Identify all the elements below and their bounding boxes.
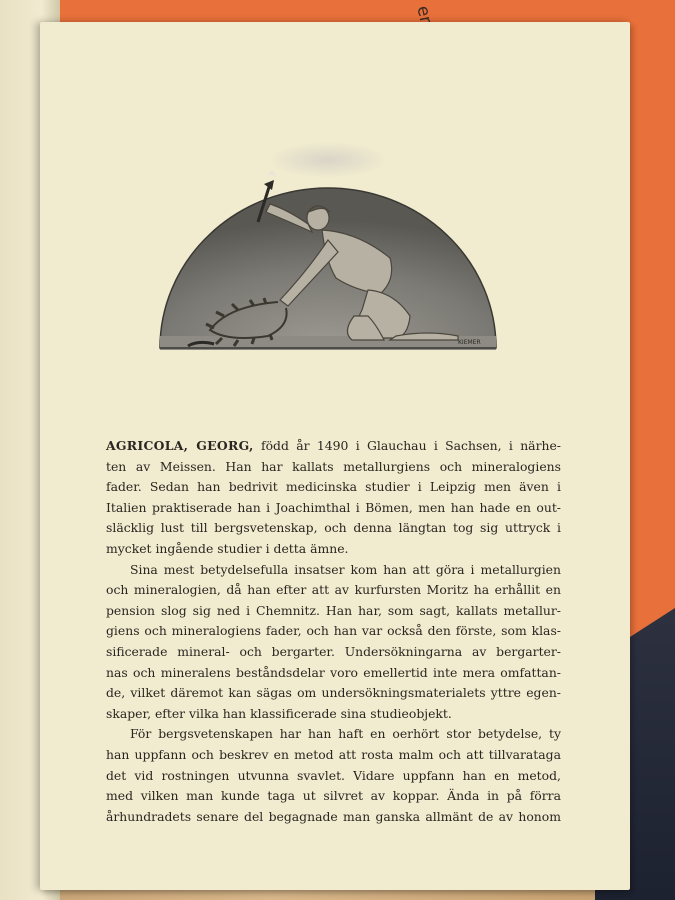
smoke [268, 142, 388, 178]
text-line: det vid rostningen utvunna svavlet. Vidare uppfann han en metod, [106, 767, 561, 783]
text-line: nas och mineralens beståndsdelar voro emellertid inte mera omfattan- [106, 664, 561, 680]
text-line: För bergsvetenskapen har han haft en oerhört stor betydelse, ty [130, 726, 561, 742]
text-line: fader. Sedan han bedrivit medicinska studier i Leipzig men även i [106, 479, 561, 495]
text-line: ten av Meissen. Han har kallats metallurgiens och mineralogiens [106, 458, 561, 474]
text-line: han uppfann och beskrev en metod att rosta malm och att tillvarataga [106, 746, 561, 762]
text-line: giens och mineralogiens fader, och han var också den förste, som klas- [106, 623, 561, 639]
article-lead: AGRICOLA, GEORG, [106, 438, 254, 453]
torch-bearer-illustration [158, 140, 498, 370]
text-line: de, vilket däremot kan sägas om undersökningsmaterialets yttre egen- [106, 685, 561, 701]
artist-signature: KIEMER [458, 339, 481, 346]
text-line: sificerade mineral- och bergarter. Undersökningarna av bergarter- [106, 643, 561, 659]
text-line: pension slog sig ned i Chemnitz. Han har, som sagt, kallats metallur- [106, 602, 561, 618]
text-line: skaper, efter vilka han klassificerade sina studieobjekt. [106, 705, 452, 721]
text-line: släcklig lust till bergsvetenskap, och denna längtan tog sig uttryck i [106, 520, 561, 536]
text-line: Italien praktiserade han i Joachimthal i Bömen, men han hade en out- [106, 499, 561, 515]
text-line: Sina mest betydelsefulla insatser kom han att göra i metallurgien [130, 561, 561, 577]
text-line: århundradets senare del begagnade man ganska allmänt de av honom [106, 808, 561, 824]
article-text [106, 436, 561, 827]
text-line: med vilken man kunde taga ut silvret av koppar. Ända in på förra [106, 788, 561, 804]
text-line-1: AGRICOLA, GEORG, född år 1490 i Glauchau i Sachsen, i närhe- [106, 438, 561, 453]
text-line: mycket ingående studier i detta ämne. [106, 540, 349, 556]
text-line: och mineralogien, då han efter att av kurfursten Moritz ha erhållit en [106, 582, 561, 598]
book-page [40, 22, 630, 890]
